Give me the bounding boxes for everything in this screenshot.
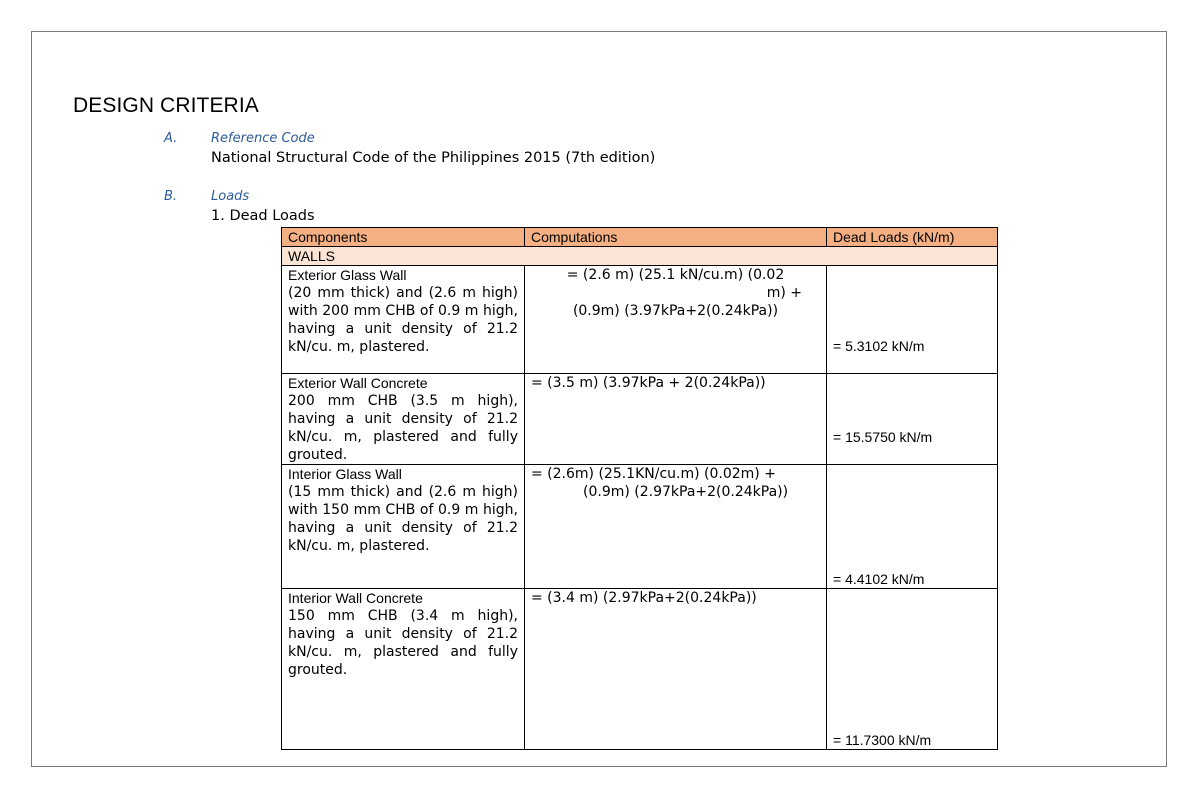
component-description: 200 mm CHB (3.5 m high), having a unit density of 21.2 kN/cu. m, plastered and fully grouted. [288, 393, 518, 463]
dead-load-value: = 11.7300 kN/m [833, 732, 932, 748]
section-a-title: Reference Code [211, 131, 315, 146]
table-row [282, 266, 998, 374]
component-cell [282, 266, 525, 374]
computation-line: (0.9m) (2.97kPa+2(0.24kPa)) [583, 484, 789, 500]
dead-load-value: = 15.5750 kN/m [833, 429, 933, 445]
result-cell [827, 374, 998, 465]
table-header-row [282, 228, 998, 247]
component-description: (15 mm thick) and (2.6 m high) with 150 mm CHB of 0.9 m high, having a unit density of 21.2 kN/cu. m, plastered. [288, 484, 518, 554]
table-row [282, 589, 998, 750]
dead-loads-table [281, 227, 998, 750]
component-name: Exterior Wall Concrete [288, 375, 428, 391]
component-cell [282, 374, 525, 465]
component-description: (20 mm thick) and (2.6 m high) with 200 mm CHB of 0.9 m high, having a unit density of 21.2 kN/cu. m, plastered. [288, 285, 518, 355]
computation-line: (0.9m) (3.97kPa+2(0.24kPa)) [572, 303, 779, 319]
header-components: Components [282, 228, 525, 247]
result-cell [827, 465, 998, 589]
component-name: Interior Wall Concrete [288, 590, 423, 606]
reference-code-text: National Structural Code of the Philippines 2015 (7th edition) [211, 150, 656, 166]
table-row [282, 374, 998, 465]
result-cell [827, 589, 998, 750]
dead-load-value: = 5.3102 kN/m [833, 338, 925, 354]
computation-cell [525, 589, 827, 750]
computation-cell [525, 266, 827, 374]
section-b-letter: B. [164, 189, 178, 204]
computation-cell [525, 465, 827, 589]
dead-load-value: = 4.4102 kN/m [833, 571, 925, 587]
computation-line: = (2.6m) (25.1KN/cu.m) (0.02m) + [531, 466, 776, 482]
category-row [282, 247, 998, 266]
computation-line: m) + [766, 285, 802, 301]
component-cell [282, 589, 525, 750]
computation-line: = (3.4 m) (2.97kPa+2(0.24kPa)) [531, 590, 757, 606]
computation-line: = (2.6 m) (25.1 kN/cu.m) (0.02 [566, 267, 785, 283]
result-cell [827, 266, 998, 374]
section-a-letter: A. [164, 131, 178, 146]
component-name: Exterior Glass Wall [288, 267, 407, 283]
computation-line: = (3.5 m) (3.97kPa + 2(0.24kPa)) [531, 375, 766, 391]
header-computations: Computations [525, 228, 827, 247]
section-b-title: Loads [211, 189, 250, 204]
header-dead-loads: Dead Loads (kN/m) [827, 228, 998, 247]
component-name: Interior Glass Wall [288, 466, 402, 482]
table-row [282, 465, 998, 589]
component-description: 150 mm CHB (3.4 m high), having a unit density of 21.2 kN/cu. m, plastered and fully grouted. [288, 608, 518, 678]
dead-loads-heading: 1. Dead Loads [211, 208, 315, 224]
page-title: DESIGN CRITERIA [73, 94, 259, 117]
category-walls: WALLS [282, 247, 998, 266]
component-cell [282, 465, 525, 589]
computation-cell [525, 374, 827, 465]
